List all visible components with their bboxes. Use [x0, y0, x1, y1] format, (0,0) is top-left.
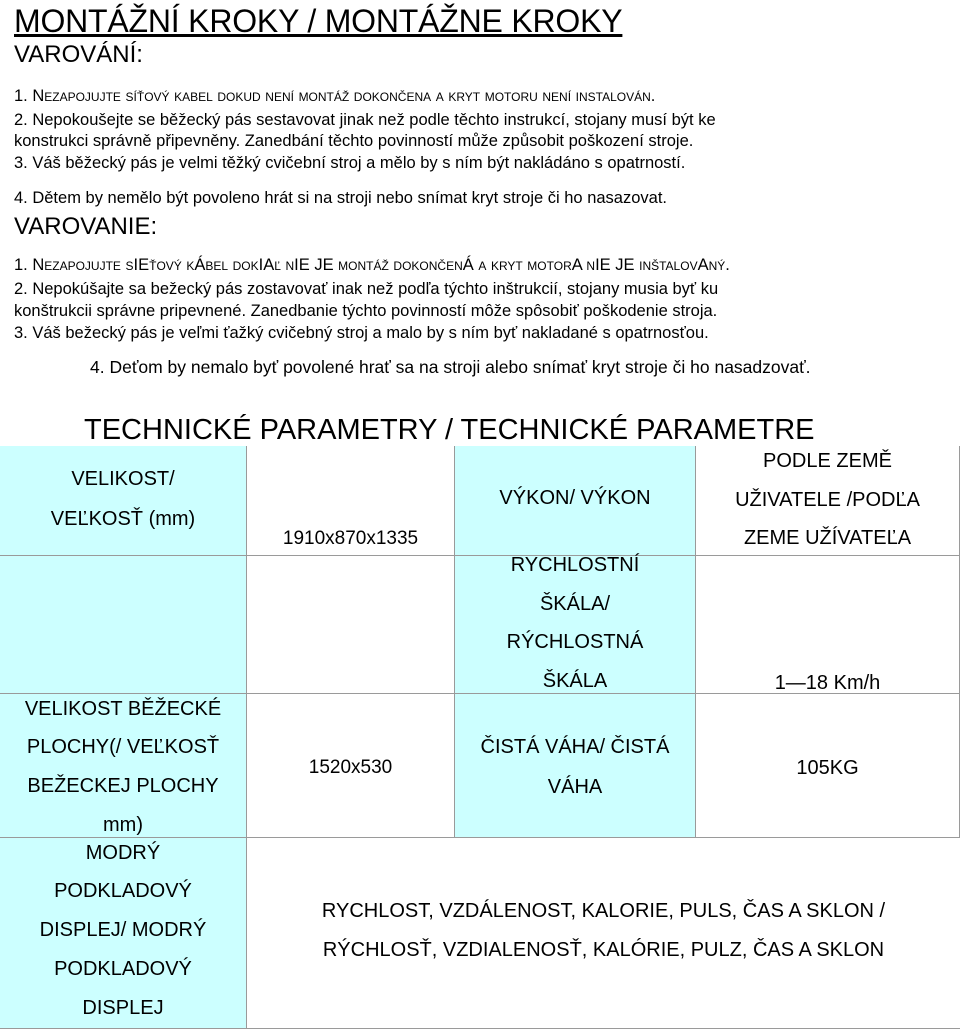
technical-title: TECHNICKÉ PARAMETRY / TECHNICKÉ PARAMETRE	[84, 414, 815, 446]
belt-label-line-1: VELIKOST BĚŽECKÉ	[24, 698, 222, 720]
size-value-cell	[247, 446, 455, 556]
speed-label-cell	[455, 556, 696, 694]
warning-sk-item-2: 2. Nepokúšajte sa bežecký pás zostavovať inak než podľa týchto inštrukcií, stojany musia byť ku	[14, 280, 719, 298]
display-value-line-2: RÝCHLOSŤ, VZDIALENOSŤ, KALÓRIE, PULZ, ČAS A SKLON	[322, 939, 885, 961]
warning-cz-item-1: 1. Nezapojujte síťový kabel dokud není montáž dokončena a kryt motoru není instalován.	[14, 87, 656, 105]
display-value-cell	[247, 838, 960, 1029]
page-title: MONTÁŽNÍ KROKY / MONTÁŽNE KROKY	[14, 3, 623, 39]
speed-label-line-2: ŠKÁLA/	[539, 593, 611, 615]
power-value-cell	[696, 446, 960, 556]
warning-sk-item-2b: konštrukcii správne pripevnené. Zanedbanie týchto povinností môže spôsobiť poškodenie stroja.	[14, 302, 718, 320]
power-label-cell	[455, 446, 696, 556]
weight-label-cell	[455, 694, 696, 838]
display-label-line-5: DISPLEJ	[82, 997, 164, 1019]
speed-label-line-3: RÝCHLOSTNÁ	[506, 631, 644, 653]
display-label-line-1: MODRÝ	[85, 842, 161, 864]
warning-sk-item-1: 1. Nezapojujte sIEťový kÁbel dokIAľ nIE JE montáž dokončenÁ a kryt motorA nIE JE inštalovAný.	[14, 256, 730, 274]
weight-value: 105KG	[796, 757, 859, 779]
speed-label-line-4: ŠKÁLA	[542, 670, 608, 692]
belt-label-cell	[0, 694, 247, 838]
belt-value-cell	[247, 694, 455, 838]
power-value-line-2: UŽIVATELE /PODĽA	[735, 489, 920, 511]
warning-cz-item-3: 3. Váš běžecký pás je velmi těžký cvičební stroj a mělo by s ním být nakládáno s opatrností.	[14, 154, 686, 172]
size-value: 1910x870x1335	[282, 528, 419, 549]
power-value-line-1: PODLE ZEMĚ	[763, 450, 892, 472]
warning-cz-item-4: 4. Dětem by nemělo být povoleno hrát si na stroji nebo snímat kryt stroje či ho nasazovat.	[14, 189, 667, 207]
power-label: VÝKON/ VÝKON	[499, 487, 651, 509]
display-label-cell	[0, 838, 247, 1029]
belt-label-line-4: mm)	[103, 814, 143, 836]
display-label-line-4: PODKLADOVÝ	[54, 958, 192, 980]
weight-label-line-1: ČISTÁ VÁHA/ ČISTÁ	[480, 736, 670, 758]
display-label-line-2: PODKLADOVÝ	[54, 880, 192, 902]
warning-cz-title: VAROVÁNÍ:	[14, 41, 143, 68]
display-label-line-3: DISPLEJ/ MODRÝ	[39, 919, 207, 941]
size-label-line-2: VEĽKOSŤ (mm)	[50, 508, 196, 530]
warning-sk-item-4: 4. Deťom by nemalo byť povolené hrať sa na stroji alebo snímať kryt stroje či ho nasadzovať.	[90, 357, 811, 377]
speed-label-line-1: RYCHLOSTNÍ	[510, 554, 640, 576]
weight-label-line-2: VÁHA	[547, 776, 603, 798]
size-label-cell	[0, 446, 247, 556]
belt-label-line-2: PLOCHY(/ VEĽKOSŤ	[26, 736, 220, 758]
speed-empty-cell	[0, 556, 247, 694]
speed-empty-cell-2	[247, 556, 455, 694]
warning-cz-item-2: 2. Nepokoušejte se běžecký pás sestavovat jinak než podle těchto instrukcí, stojany musí být ke	[14, 111, 716, 129]
display-value-line-1: RYCHLOST, VZDÁLENOST, KALORIE, PULS, ČAS A SKLON /	[321, 900, 886, 922]
warning-sk-title: VAROVANIE:	[14, 213, 158, 240]
speed-value-cell	[696, 556, 960, 694]
weight-value-cell	[696, 694, 960, 838]
power-value-line-3: ZEME UŽÍVATEĽA	[743, 527, 912, 549]
size-label-line-1: VELIKOST/	[71, 468, 175, 490]
belt-value: 1520x530	[308, 757, 393, 778]
warning-sk-item-3: 3. Váš bežecký pás je veľmi ťažký cvičebný stroj a malo by s ním byť nakladané s opatrnosťou.	[14, 324, 709, 342]
belt-label-line-3: BEŽECKEJ PLOCHY	[27, 775, 219, 797]
warning-cz-item-2b: konstrukci správně připevněny. Zanedbání těchto povinností může způsobit poškození stroje.	[14, 132, 694, 150]
speed-value: 1—18 Km/h	[774, 672, 881, 694]
